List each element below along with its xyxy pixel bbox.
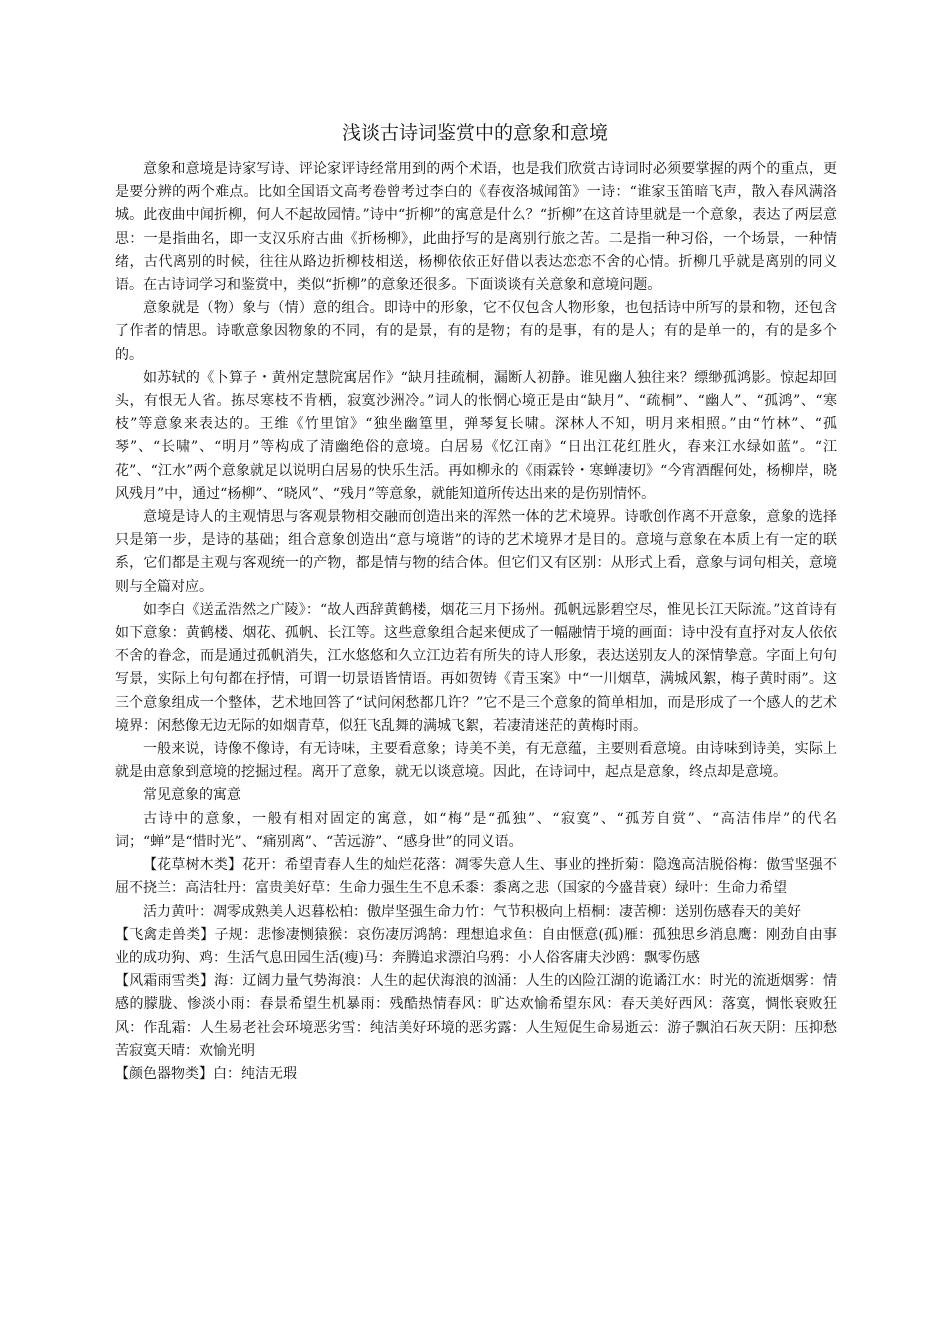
- list-birds-beasts: 【飞禽走兽类】子规：悲惨凄恻猿猴：哀伤凄厉鸿鹄：理想追求鱼：自由惬意(孤)雁：孤独思乡消息鹰：刚劲自由事业的成功狗、鸡：生活气息田园生活(瘦)马：奔腾追求漂泊乌鸦：小人俗客庸夫沙鸥：飘零伤感: [115, 926, 837, 966]
- list-colors-objects: 【颜色器物类】白：纯洁无瑕: [115, 1065, 297, 1082]
- paragraph-imagery-definition: 意象就是（物）象与（情）意的组合。即诗中的形象，它不仅包含人物形象，也包括诗中所写的景和物，还包含了作者的情思。诗歌意象因物象的不同，有的是景，有的是物；有的是事，有的是人；有的是单一的，有的是多个的。: [115, 300, 837, 363]
- list-weather: 【风霜雨雪类】海：辽阔力量气势海浪：人生的起伏海浪的汹涌：人生的凶险江湖的诡谲江水：时光的流逝烟雾：情感的朦胧、惨淡小雨：春景希望生机暴雨：残酷热情春风：旷达欢愉希望东风：春天美好西风：落寞，惆怅衰败狂风：作乱霜：人生易老社会环境恶劣雪：纯洁美好环境的恶劣露：人生短促生命易逝云：游子飘泊石灰天阴：压抑愁苦寂寞天晴：欢愉光明: [115, 973, 837, 1059]
- section-heading-common-imagery: 常见意象的寓意: [143, 787, 241, 804]
- paragraph-li-bai-example: 如李白《送孟浩然之广陵》：“故人西辞黄鹤楼，烟花三月下扬州。孤帆远影碧空尽，惟见长江天际流。”这首诗有如下意象：黄鹤楼、烟花、孤帆、长江等。这些意象组合起来便成了一幅融情于境的画面：诗中没有直抒对友人依依不舍的眷念，而是通过孤帆消失，江水悠悠和久立江边若有所失的诗人形象，表达送别友人的深情挚意。字面上句句写景，实际上句句都在抒情，可谓一切景语皆情语。再如贺铸《青玉案》中“一川烟草，满城风絮，梅子黄时雨”。这三个意象组成一个整体，艺术地回答了“试问闲愁都几许？”它不是三个意象的简单相加，而是形成了一个感人的艺术境界：闲愁像无边无际的如烟青草，似狂飞乱舞的满城飞絮，若凄清迷茫的黄梅时雨。: [115, 601, 837, 734]
- paragraph-intro: 意象和意境是诗家写诗、评论家评诗经常用到的两个术语，也是我们欣赏古诗词时必须要掌握的两个的重点，更是要分辨的两个难点。比如全国语文高考卷曾考过李白的《春夜洛城闻笛》一诗：“谁家玉笛暗飞声，散入春风满洛城。此夜曲中闻折柳，何人不起故园情。”诗中“折柳”的寓意是什么？“折柳”在这首诗里就是一个意象，表达了两层意思：一是指曲名，即一支汉乐府古曲《折杨柳》，此曲抒写的是离别行旅之苦。二是指一种习俗，一个场景，一种情绪，古代离别的时候，往往从路边折柳枝相送，杨柳依依正好借以表达恋恋不舍的心情。折柳几乎就是离别的同义语。在古诗词学习和鉴赏中，类似“折柳”的意象还很多。下面谈谈有关意象和意境问题。: [115, 161, 837, 294]
- page-title: 浅谈古诗词鉴赏中的意象和意境: [341, 122, 608, 144]
- paragraph-artistic-conception: 意境是诗人的主观情思与客观景物相交融而创造出来的浑然一体的艺术境界。诗歌创作离不开意象，意象的选择只是第一步，是诗的基础；组合意象创造出“意与境谐”的诗的艺术境界才是目的。意境与意象在本质上有一定的联系，它们都是主观与客观统一的产物，都是情与物的结合体。但它们又有区别：从形式上看，意象与词句相关，意境则与全篇对应。: [115, 509, 837, 595]
- paragraph-fixed-meanings: 古诗中的意象，一般有相对固定的寓意，如“梅”是“孤独”、“寂寞”、“孤芳自赏”、“高洁伟岸”的代名词；“蝉”是“惜时光”、“痛别离”、“苦远游”、“感身世”的同义语。: [115, 810, 837, 850]
- list-plants: 【花草树木类】花开：希望青春人生的灿烂花落：凋零失意人生、事业的挫折菊：隐逸高洁脱俗梅：傲雪坚强不屈不挠兰：高洁牡丹：富贵美好草：生命力强生生不息禾黍：黍离之悲（国家的今盛昔衰）绿叶：生命力希望: [115, 857, 837, 897]
- article-body: [115, 158, 837, 1086]
- list-plants-continued: 活力黄叶：凋零成熟美人迟暮松柏：傲岸坚强生命力竹：气节积极向上梧桐：凄苦柳：送别伤感春天的美好: [143, 903, 801, 920]
- paragraph-summary: 一般来说，诗像不像诗，有无诗味，主要看意象；诗美不美，有无意蕴，主要则看意境。由诗味到诗美，实际上就是由意象到意境的挖掘过程。离开了意象，就无以谈意境。因此，在诗词中，起点是意象，终点却是意境。: [115, 741, 837, 781]
- paragraph-imagery-examples: 如苏轼的《卜算子・黄州定慧院寓居作》“缺月挂疏桐，漏断人初静。谁见幽人独往来？缥缈孤鸿影。惊起却回头，有恨无人省。拣尽寒枝不肯栖，寂寞沙洲冷。”词人的怅惘心境正是由“缺月”、“疏桐”、“幽人”、“孤鸿”、“寒枝”等意象来表达的。王维《竹里馆》“独坐幽篁里，弹琴复长啸。深林人不知，明月来相照。”由“竹林”、“孤琴”、“长啸”、“明月”等构成了清幽绝俗的意境。白居易《忆江南》“日出江花红胜火，春来江水绿如蓝”。“江花”、“江水”两个意象就足以说明白居易的快乐生活。再如柳永的《雨霖铃・寒蝉凄切》“今宵酒醒何处，杨柳岸，晓风残月”中，通过“杨柳”、“晓风”、“残月”等意象，就能知道所传达出来的是伤别情怀。: [115, 369, 837, 502]
